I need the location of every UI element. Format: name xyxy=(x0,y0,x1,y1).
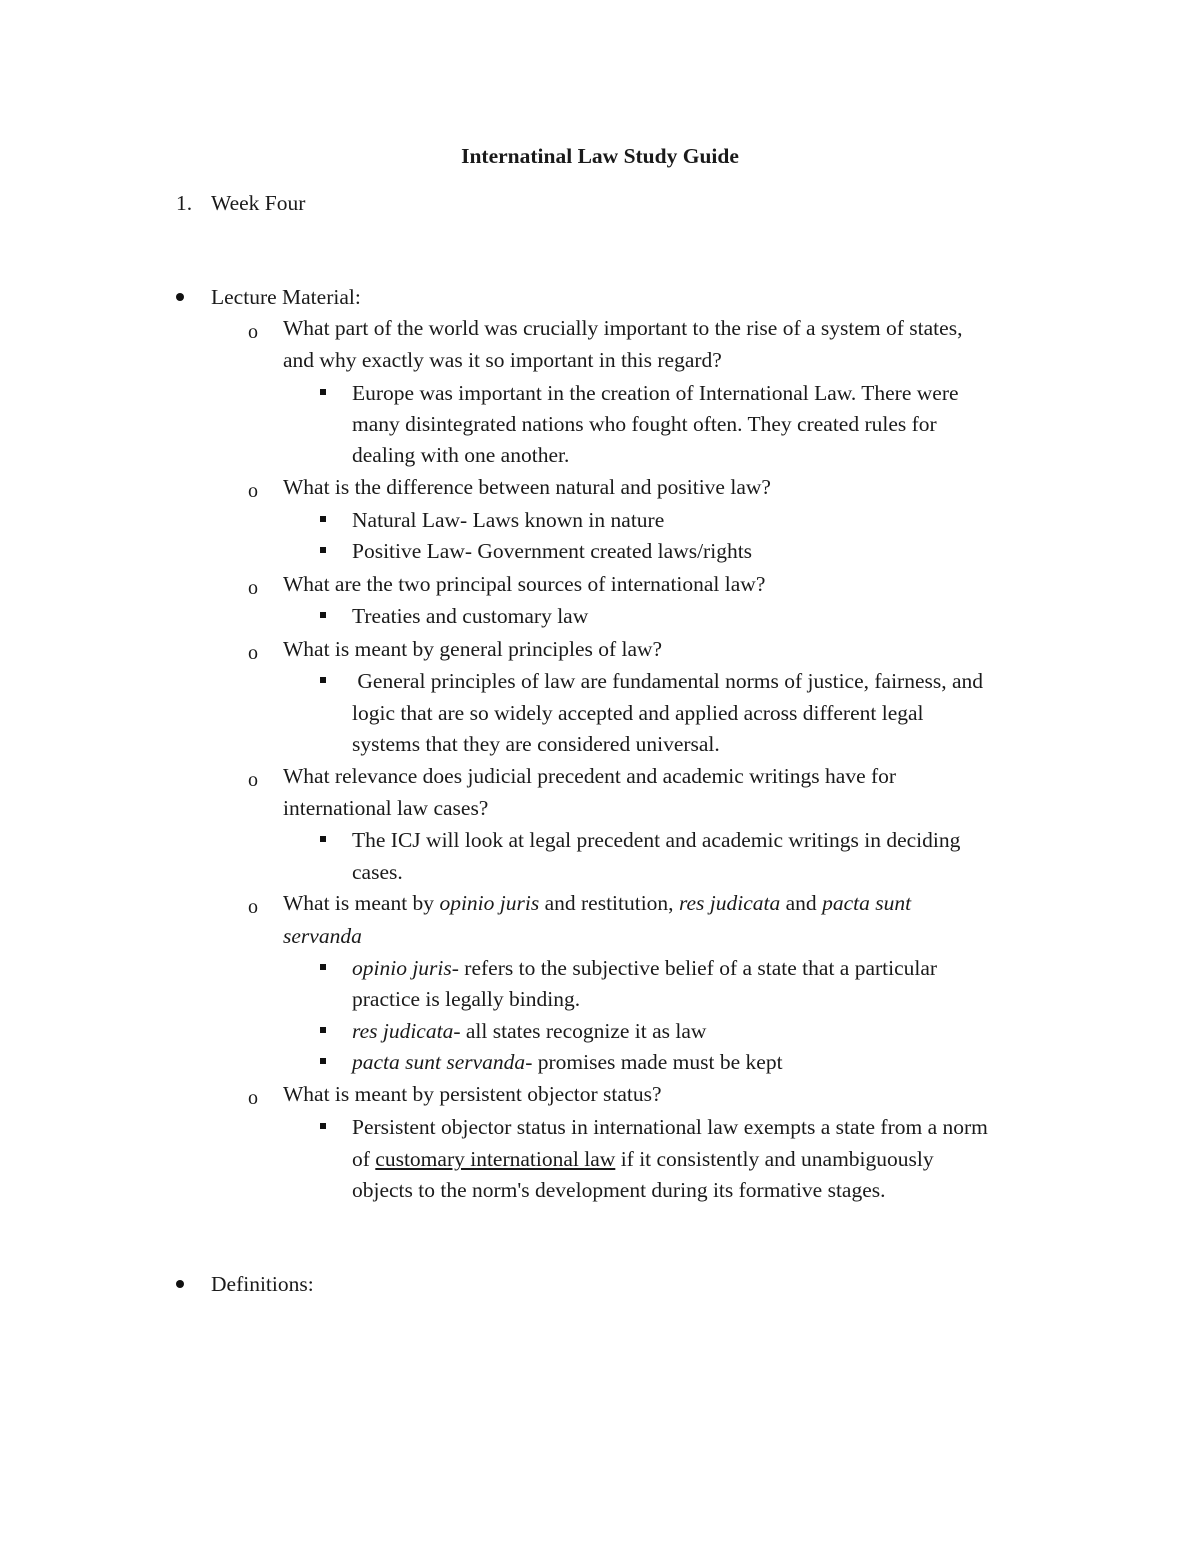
q7-answer-line3: objects to the norm's development during its formative stages. xyxy=(352,1178,886,1202)
q5-answer-line2: cases. xyxy=(352,860,403,884)
bullet-dot-icon xyxy=(176,1280,184,1288)
circle-bullet-icon: o xyxy=(248,642,258,664)
q6-part1: What is meant by xyxy=(283,891,440,915)
circle-bullet-icon: o xyxy=(248,769,258,791)
q5-answer-line1: The ICJ will look at legal precedent and academic writings in deciding xyxy=(352,828,961,852)
q6-answer-3-text: - promises made must be kept xyxy=(525,1050,783,1074)
q6-answer-3 xyxy=(352,1052,783,1074)
q6-answer-2-text: - all states recognize it as law xyxy=(453,1019,707,1043)
circle-bullet-icon: o xyxy=(248,577,258,599)
circle-bullet-icon: o xyxy=(248,896,258,918)
q4-answer-line3: systems that they are considered universal. xyxy=(352,732,720,756)
square-bullet-icon xyxy=(320,389,326,395)
q7-answer-line2 xyxy=(352,1149,934,1171)
q6-term-servanda: servanda xyxy=(283,924,362,948)
q1-answer-line3: dealing with one another. xyxy=(352,443,570,467)
q6-answer-1-term: opinio juris xyxy=(352,956,452,980)
q1-line1: What part of the world was crucially important to the rise of a system of states, xyxy=(283,316,963,340)
week-label: Week Four xyxy=(211,191,306,215)
circle-bullet-icon: o xyxy=(248,321,258,343)
bullet-dot-icon xyxy=(176,293,184,301)
q6-part3: and xyxy=(780,891,823,915)
q6-answer-3-term: pacta sunt servanda xyxy=(352,1050,526,1074)
q6-answer-2 xyxy=(352,1021,706,1043)
square-bullet-icon xyxy=(320,1123,326,1129)
q6-answer-1-line2: practice is legally binding. xyxy=(352,987,581,1011)
q4-answer-line1: General principles of law are fundamental norms of justice, fairness, and xyxy=(352,669,984,693)
week-number: 1. xyxy=(176,191,193,215)
square-bullet-icon xyxy=(320,836,326,842)
q7-answer-line1: Persistent objector status in international law exempts a state from a norm xyxy=(352,1115,988,1139)
square-bullet-icon xyxy=(320,964,326,970)
square-bullet-icon xyxy=(320,612,326,618)
q6-answer-1-line1 xyxy=(352,958,937,980)
q1-answer-line1: Europe was important in the creation of International Law. There were xyxy=(352,381,959,405)
q2-answer-2: Positive Law- Government created laws/rights xyxy=(352,539,753,563)
lecture-heading: Lecture Material: xyxy=(211,285,361,309)
q6-line2 xyxy=(283,926,362,948)
square-bullet-icon xyxy=(320,1058,326,1064)
q6-part2: and restitution, xyxy=(539,891,679,915)
square-bullet-icon xyxy=(320,1027,326,1033)
q6-answer-2-term: res judicata xyxy=(352,1019,454,1043)
q2-text: What is the difference between natural and positive law? xyxy=(283,475,771,499)
q6-term-res-judicata: res judicata xyxy=(678,891,781,915)
square-bullet-icon xyxy=(320,677,326,683)
q3-answer-1: Treaties and customary law xyxy=(352,604,589,628)
q4-text: What is meant by general principles of law? xyxy=(283,637,663,661)
q5-line2: international law cases? xyxy=(283,796,489,820)
q5-line1: What relevance does judicial precedent and academic writings have for xyxy=(283,764,897,788)
q1-line2: and why exactly was it so important in this regard? xyxy=(283,348,722,372)
q6-line1 xyxy=(283,893,911,915)
q6-term-opinio-juris: opinio juris xyxy=(439,891,540,915)
square-bullet-icon xyxy=(320,516,326,522)
q2-answer-1: Natural Law- Laws known in nature xyxy=(352,508,665,532)
circle-bullet-icon: o xyxy=(248,480,258,502)
q6-term-pacta-sunt: pacta sunt xyxy=(822,891,912,915)
square-bullet-icon xyxy=(320,547,326,553)
q1-answer-line2: many disintegrated nations who fought often. They created rules for xyxy=(352,412,937,436)
q3-text: What are the two principal sources of international law? xyxy=(283,572,766,596)
q6-answer-1-text: - refers to the subjective belief of a state that a particular xyxy=(451,956,938,980)
circle-bullet-icon: o xyxy=(248,1087,258,1109)
customary-international-law-link[interactable]: customary international law xyxy=(375,1147,616,1171)
document-title: Internatinal Law Study Guide xyxy=(461,144,739,168)
q7-answer-line2-post: if it consistently and unambiguously xyxy=(615,1147,934,1171)
q7-text: What is meant by persistent objector status? xyxy=(283,1082,662,1106)
definitions-heading: Definitions: xyxy=(211,1272,314,1296)
q4-answer-line2: logic that are so widely accepted and applied across different legal xyxy=(352,701,924,725)
q7-answer-line2-pre: of xyxy=(352,1147,376,1171)
